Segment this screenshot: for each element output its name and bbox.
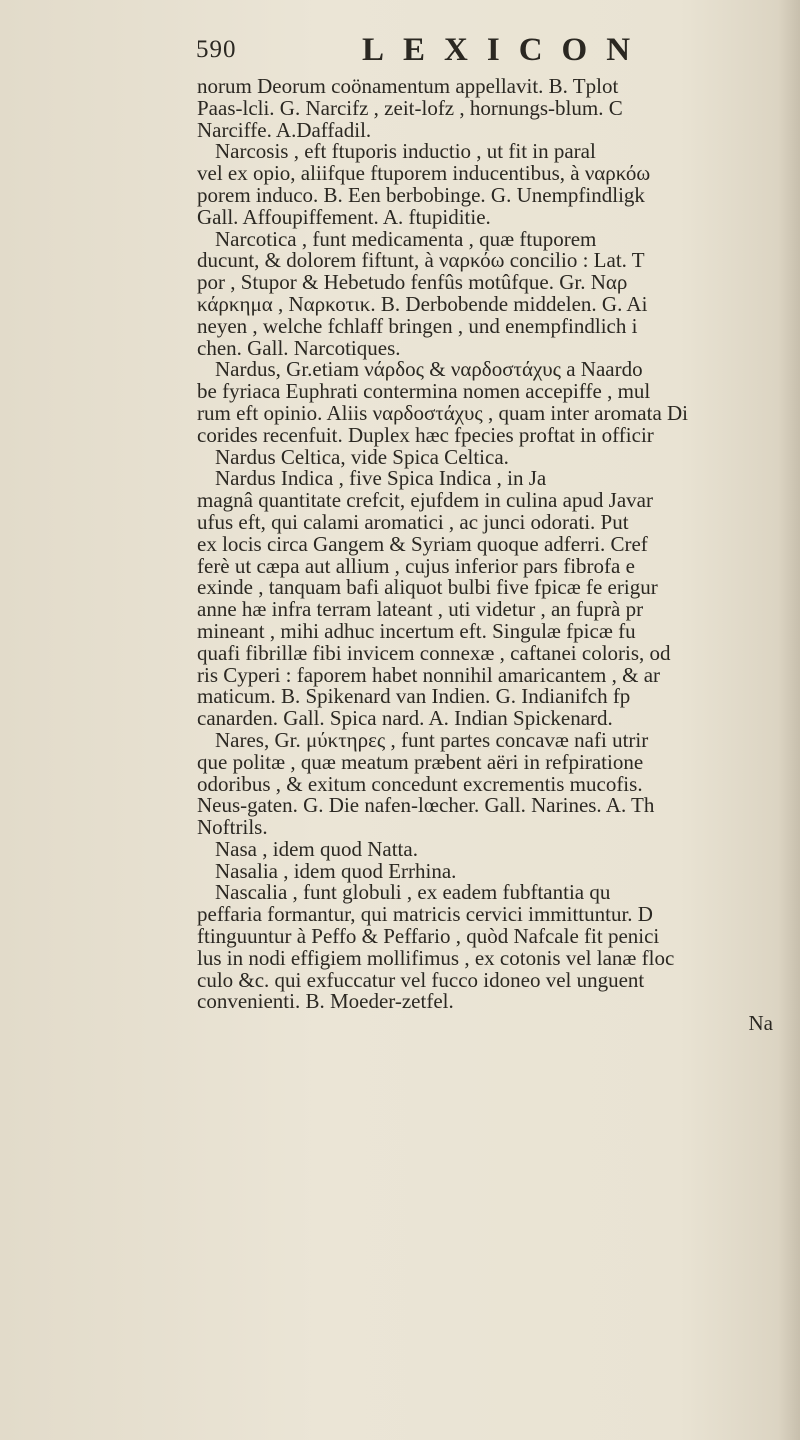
text-line: ex locis circa Gangem & Syriam quoque adferri. Cref	[197, 531, 648, 556]
text-line: ducunt, & dolorem fiftunt, à ναρκόω concilio : Lat. T	[197, 248, 645, 273]
entry-first-line: Nasa , idem quod Natta.	[215, 836, 418, 861]
text-line: exinde , tanquam bafi aliquot bulbi five fpicæ fe erigur	[197, 575, 658, 600]
text-line: lus in nodi effigiem mollifimus , ex cotonis vel lanæ floc	[197, 945, 675, 970]
dictionary-text	[197, 74, 779, 1036]
text-line: mineant , mihi adhuc incertum eft. Singulæ fpicæ fu	[197, 618, 636, 643]
text-line: ufus eft, qui calami aromatici , ac junci odorati. Put	[197, 509, 629, 534]
text-line: norum Deorum coönamentum appellavit. B. Tplot	[197, 74, 619, 98]
entry-first-line: Nasalia , idem quod Errhina.	[215, 858, 457, 883]
text-line: neyen , welche fchlaff bringen , und enempfindlich i	[197, 313, 638, 338]
text-line: odoribus , & exitum concedunt excrementis mucofis.	[197, 771, 643, 796]
text-line: culo &c. qui exfuccatur vel fucco idoneo vel unguent	[197, 967, 645, 992]
text-line: magnâ quantitate crefcit, ejufdem in culina apud Javar	[197, 488, 653, 513]
page-header	[196, 30, 776, 70]
entry-first-line: Narcosis , eft ftuporis inductio , ut fit in paral	[215, 139, 596, 164]
text-line: vel ex opio, aliifque ftuporem inducentibus, à ναρκόω	[197, 161, 651, 186]
text-line: Gall. Affoupiffement. A. ftupiditie.	[197, 204, 491, 229]
text-line: Narciffe. A.Daffadil.	[197, 117, 372, 142]
text-line: chen. Gall. Narcotiques.	[197, 335, 401, 360]
entry-first-line: Nardus Celtica, vide Spica Celtica.	[215, 444, 509, 469]
entry-first-line: Nascalia , funt globuli , ex eadem fubftantia qu	[215, 880, 611, 905]
text-line: κάρκημα , Ναρκοτικ. B. Derbobende middelen. G. Ai	[197, 291, 648, 316]
text-line: que politæ , quæ meatum præbent aëri in refpiratione	[197, 749, 644, 774]
text-line: peffaria formantur, qui matricis cervici immittuntur. D	[197, 902, 653, 927]
text-line: rum eft opinio. Aliis ναρδοστάχυς , quam inter aromata Di	[197, 400, 689, 425]
page-edge-shadow	[778, 0, 800, 1440]
text-line: canarden. Gall. Spica nard. A. Indian Spickenard.	[197, 706, 613, 731]
text-line: maticum. B. Spikenard van Indien. G. Indianifch fp	[197, 684, 631, 709]
entry-first-line: Narcotica , funt medicamenta , quæ ftuporem	[215, 226, 597, 251]
entry-first-line: Nardus Indica , five Spica Indica , in Ja	[215, 466, 547, 491]
text-line: ftinguuntur à Peffo & Peffario , quòd Nafcale fit penici	[197, 924, 660, 949]
text-line: anne hæ infra terram lateant , uti videtur , an fuprà pr	[197, 597, 644, 622]
text-line: Paas-lcli. G. Narcifz , zeit-lofz , hornungs-blum. C	[197, 95, 623, 120]
text-line: Noftrils.	[197, 815, 268, 840]
text-line: porem induco. B. Een berbobinge. G. Unempfindligk	[197, 182, 645, 207]
entry-first-line: Nardus, Gr.etiam νάρδος & ναρδοστάχυς a Naardo	[215, 357, 643, 382]
entry-first-line: Nares, Gr. μύκτηρες , funt partes concavæ nafi utrir	[215, 727, 649, 752]
text-line: Neus-gaten. G. Die nafen-lœcher. Gall. Narines. A. Th	[197, 793, 655, 818]
text-line: convenienti. B. Moeder-zetfel.	[197, 989, 454, 1014]
page-number: 590	[196, 36, 237, 63]
text-line: ris Cyperi : faporem habet nonnihil amaricantem , & ar	[197, 662, 661, 687]
text-line: be fyriaca Euphrati contermina nomen accepiffe , mul	[197, 379, 651, 404]
text-line: por , Stupor & Hebetudo fenfûs motûfque. Gr. Ναρ	[197, 270, 628, 295]
text-line: Na	[748, 1011, 773, 1036]
text-line: corides recenfuit. Duplex hæc fpecies proftat in officir	[197, 422, 654, 447]
text-line: ferè ut cæpa aut allium , cujus inferior pars fibrofa e	[197, 553, 635, 578]
running-head: LEXICON	[362, 32, 650, 68]
text-line: quafi fibrillæ fibi invicem connexæ , caftanei coloris, od	[197, 640, 671, 665]
